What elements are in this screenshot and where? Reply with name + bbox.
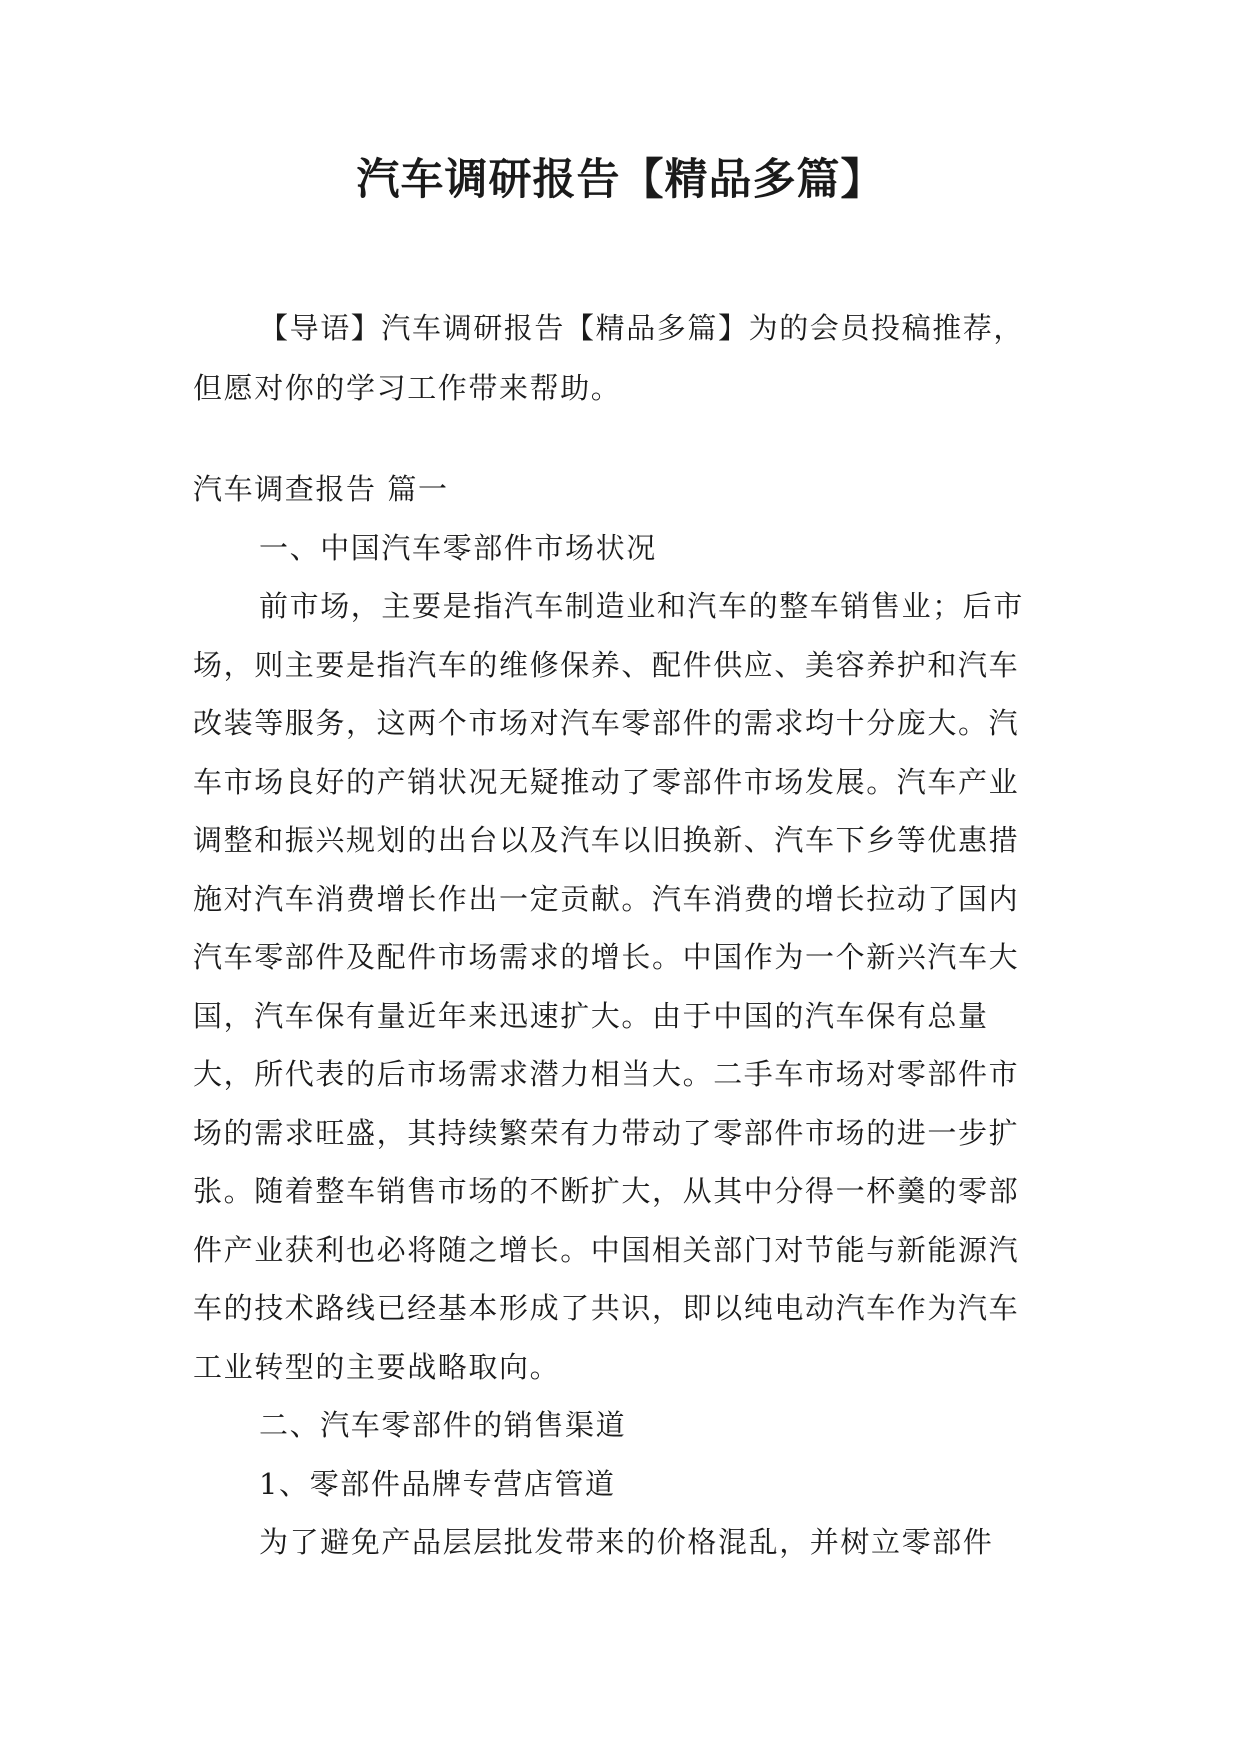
- section-heading: 汽车调查报告 篇一: [193, 472, 449, 506]
- body-paragraph: 前市场，主要是指汽车制造业和汽车的整车销售业；后市场，则主要是指汽车的维修保养、配件供应、美容养护和汽车改装等服务，这两个市场对汽车零部件的需求均十分庞大。汽车市场良好的产销状况无疑推动了零部件市场发展。汽车产业调整和振兴规划的出台以及汽车以旧换新、汽车下乡等优惠措施对汽车消费增长作出一定贡献。汽车消费的增长拉动了国内汽车零部件及配件市场需求的增长。中国作为一个新兴汽车大国，汽车保有量近年来迅速扩大。由于中国的汽车保有总量大，所代表的后市场需求潜力相当大。二手车市场对零部件市场的需求旺盛，其持续繁荣有力带动了零部件市场的进一步扩张。随着整车销售市场的不断扩大，从其中分得一杯羹的零部件产业获利也必将随之增长。中国相关部门对节能与新能源汽车的技术路线已经基本形成了共识，即以纯电动汽车作为汽车工业转型的主要战略取向。: [193, 589, 1025, 1384]
- subheading-brand-stores: 1、零部件品牌专营店管道: [259, 1466, 616, 1501]
- intro-paragraph: 【导语】汽车调研报告【精品多篇】为的会员投稿推荐，但愿对你的学习工作带来帮助。: [193, 311, 1025, 405]
- document-title: 汽车调研报告【精品多篇】: [356, 155, 885, 205]
- subheading-market-status: 一、中国汽车零部件市场状况: [259, 530, 657, 565]
- document-body: [193, 460, 1049, 1572]
- body-paragraph: 为了避免产品层层批发带来的价格混乱，并树立零部件: [259, 1525, 994, 1559]
- subheading-sales-channels: 二、汽车零部件的销售渠道: [259, 1408, 627, 1442]
